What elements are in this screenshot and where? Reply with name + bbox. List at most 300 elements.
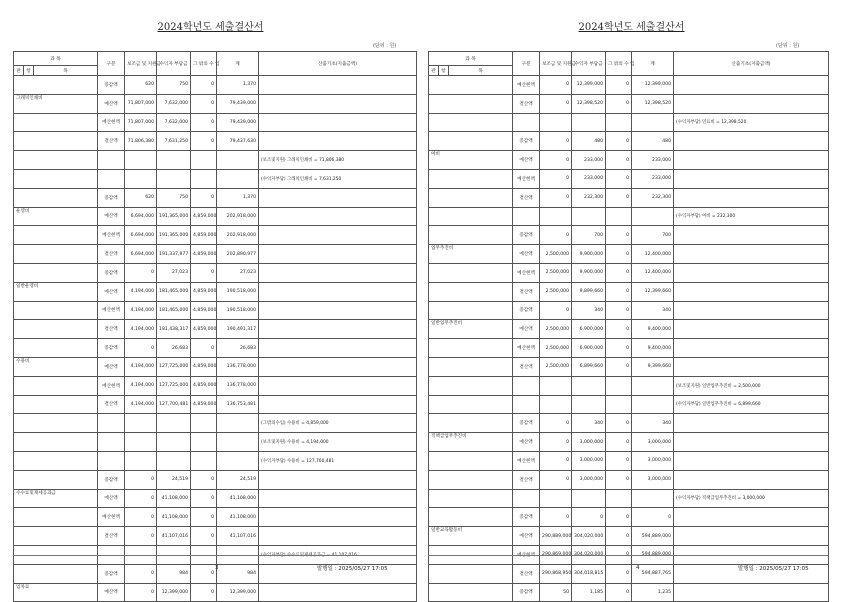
suik-amount: 41,108,000 (157, 508, 191, 527)
total-amount: 202,890,977 (217, 245, 259, 264)
other-amount: 0 (191, 94, 217, 113)
bojo-amount: 0 (125, 508, 157, 527)
basis-text (674, 76, 829, 95)
total-amount: 9,400,000 (632, 339, 674, 358)
bojo-amount: 4,194,000 (125, 282, 157, 301)
other-amount: 4,859,000 (191, 245, 217, 264)
bojo-amount: 0 (125, 583, 157, 602)
row-type: 증감액 (513, 508, 540, 527)
table-row (429, 76, 829, 95)
table-row (429, 395, 829, 414)
bojo-amount: 0 (540, 451, 572, 470)
row-type: 예산현액 (98, 508, 125, 527)
suik-amount: 0 (572, 508, 606, 527)
suik-amount: 191,337,977 (157, 245, 191, 264)
table-row (429, 226, 829, 245)
other-amount: 4,859,000 (191, 395, 217, 414)
bojo-amount: 0 (540, 508, 572, 527)
bojo-amount: 290,868,950 (540, 564, 572, 583)
table-row (429, 301, 829, 320)
suik-amount: 26,683 (157, 339, 191, 358)
account-name (429, 376, 513, 395)
suik-amount: 127,725,000 (157, 376, 191, 395)
table-row (14, 489, 417, 508)
basis-text (259, 226, 417, 245)
suik-amount: 750 (157, 188, 191, 207)
other-amount: 0 (606, 169, 632, 188)
suik-amount: 340 (572, 301, 606, 320)
suik-amount: 7,631,250 (157, 132, 191, 151)
bojo-amount: 0 (125, 489, 157, 508)
account-name (14, 263, 98, 282)
account-name (14, 113, 98, 132)
suik-amount: 181,438,317 (157, 320, 191, 339)
other-amount: 0 (606, 564, 632, 583)
bojo-amount: 71,807,000 (125, 94, 157, 113)
basis-text (259, 489, 417, 508)
other-amount: 0 (606, 414, 632, 433)
row-type: 예산액 (98, 489, 125, 508)
row-type: 예산현액 (98, 226, 125, 245)
suik-amount (572, 395, 606, 414)
other-amount: 0 (606, 339, 632, 358)
suik-amount: 41,107,016 (157, 527, 191, 546)
account-name (14, 451, 98, 470)
suik-amount: 3,000,000 (572, 451, 606, 470)
footer-divider (13, 555, 416, 556)
total-amount: 202,918,000 (217, 207, 259, 226)
total-amount: 480 (632, 132, 674, 151)
bojo-amount: 620 (125, 76, 157, 95)
row-type (98, 414, 125, 433)
total-amount: 9,399,660 (632, 357, 674, 376)
row-type: 예산현액 (98, 376, 125, 395)
basis-text (259, 76, 417, 95)
bojo-amount: 0 (540, 301, 572, 320)
table-body (429, 76, 829, 602)
total-amount: 594,887,765 (632, 564, 674, 583)
row-type: 증감액 (98, 76, 125, 95)
account-name (14, 414, 98, 433)
suik-amount (157, 451, 191, 470)
table-row (14, 395, 417, 414)
suik-amount: 24,519 (157, 470, 191, 489)
row-type: 예산액 (98, 207, 125, 226)
row-type: 증감액 (513, 583, 540, 602)
other-amount: 0 (191, 188, 217, 207)
suik-amount: 6,899,660 (572, 357, 606, 376)
table-row (14, 263, 417, 282)
suik-amount: 700 (572, 226, 606, 245)
basis-text (674, 263, 829, 282)
account-name: 직책급업무추진비 (429, 433, 513, 452)
account-name (14, 339, 98, 358)
total-amount: 233,000 (632, 169, 674, 188)
total-amount: 12,399,000 (632, 76, 674, 95)
bojo-amount: 0 (540, 470, 572, 489)
suik-amount (157, 169, 191, 188)
row-type: 예산현액 (513, 339, 540, 358)
bojo-amount: 0 (540, 414, 572, 433)
account-name: 그래픽인쇄비 (14, 94, 98, 113)
table-row (429, 263, 829, 282)
suik-amount (572, 113, 606, 132)
suik-amount (572, 207, 606, 226)
account-name (14, 151, 98, 170)
bojo-amount: 71,806,380 (125, 132, 157, 151)
account-name (429, 357, 513, 376)
bojo-amount: 2,500,000 (540, 282, 572, 301)
table-row (429, 207, 829, 226)
total-amount: 79,437,630 (217, 132, 259, 151)
header-total: 계 (632, 52, 674, 76)
bojo-amount: 2,500,000 (540, 357, 572, 376)
basis-text (259, 395, 417, 414)
row-type: 예산액 (98, 282, 125, 301)
basis-text (259, 470, 417, 489)
basis-text (674, 169, 829, 188)
header-hang: 항 (24, 66, 34, 76)
total-amount (632, 113, 674, 132)
account-name (14, 169, 98, 188)
table-row (14, 376, 417, 395)
account-name (429, 489, 513, 508)
account-name (14, 320, 98, 339)
other-amount (191, 433, 217, 452)
row-type: 결산액 (513, 94, 540, 113)
basis-text (674, 527, 829, 546)
bojo-amount: 0 (540, 94, 572, 113)
basis-text (674, 357, 829, 376)
total-amount: 136,753,481 (217, 395, 259, 414)
basis-text (674, 451, 829, 470)
total-amount: 24,519 (217, 470, 259, 489)
row-type: 증감액 (98, 188, 125, 207)
issued-date: 발행일 : 2025/05/27 17:05 (317, 566, 388, 572)
basis-text (259, 207, 417, 226)
other-amount: 4,859,000 (191, 207, 217, 226)
row-type: 증감액 (513, 226, 540, 245)
page-number: 4 (636, 565, 640, 571)
row-type (98, 433, 125, 452)
basis-text (259, 263, 417, 282)
other-amount (606, 207, 632, 226)
total-amount: 3,000,000 (632, 451, 674, 470)
table-row (429, 583, 829, 602)
account-name (14, 470, 98, 489)
total-amount: 41,108,000 (217, 508, 259, 527)
account-name (14, 433, 98, 452)
header-suik: 수익자 부담금 (157, 52, 191, 76)
bojo-amount: 0 (125, 263, 157, 282)
row-type (513, 489, 540, 508)
suik-amount: 233,000 (572, 169, 606, 188)
basis-text: (보조및지원) 일반업무추진비 = 2,500,000 (674, 376, 829, 395)
total-amount: 12,398,520 (632, 94, 674, 113)
other-amount: 0 (606, 245, 632, 264)
table-row (14, 508, 417, 527)
account-name (429, 395, 513, 414)
bojo-amount: 0 (125, 470, 157, 489)
suik-amount: 12,398,520 (572, 94, 606, 113)
bojo-amount (540, 376, 572, 395)
total-amount: 79,439,000 (217, 94, 259, 113)
table-row (429, 188, 829, 207)
account-name (429, 113, 513, 132)
basis-text (259, 583, 417, 602)
bojo-amount: 6,694,000 (125, 226, 157, 245)
bojo-amount: 6,694,000 (125, 245, 157, 264)
account-name: 임차료 (14, 583, 98, 602)
other-amount: 0 (606, 301, 632, 320)
bojo-amount (540, 207, 572, 226)
basis-text (674, 282, 829, 301)
account-name (429, 470, 513, 489)
other-amount: 0 (606, 282, 632, 301)
account-name: 업무추진비 (429, 245, 513, 264)
account-name (14, 395, 98, 414)
account-name (429, 94, 513, 113)
suik-amount: 750 (157, 76, 191, 95)
issued-date: 발행일 : 2025/05/27 17:05 (738, 566, 809, 572)
account-name (429, 339, 513, 358)
basis-text (259, 508, 417, 527)
header-gwamok: 과 목 (429, 52, 513, 66)
basis-text: (수익자부담) 직책급업무추진비 = 3,000,000 (674, 489, 829, 508)
other-amount: 0 (606, 188, 632, 207)
suik-amount (572, 489, 606, 508)
other-amount: 0 (606, 583, 632, 602)
table-row (14, 94, 417, 113)
other-amount: 0 (606, 76, 632, 95)
bojo-amount: 0 (540, 226, 572, 245)
basis-text (674, 433, 829, 452)
table-row (14, 188, 417, 207)
bojo-amount: 0 (125, 527, 157, 546)
other-amount (606, 395, 632, 414)
bojo-amount (540, 395, 572, 414)
total-amount: 9,400,000 (632, 320, 674, 339)
total-amount (632, 376, 674, 395)
basis-text (674, 320, 829, 339)
total-amount: 79,439,000 (217, 113, 259, 132)
basis-text (259, 527, 417, 546)
total-amount: 190,491,317 (217, 320, 259, 339)
budget-table (428, 51, 829, 602)
other-amount: 0 (191, 527, 217, 546)
other-amount: 0 (191, 132, 217, 151)
account-name (14, 226, 98, 245)
table-row (14, 207, 417, 226)
basis-text (259, 132, 417, 151)
row-type: 증감액 (513, 414, 540, 433)
unit-label: (단위 : 원) (776, 43, 800, 49)
other-amount: 0 (606, 470, 632, 489)
suik-amount: 6,900,000 (572, 339, 606, 358)
other-amount: 0 (606, 508, 632, 527)
suik-amount: 41,108,000 (157, 489, 191, 508)
other-amount: 0 (606, 151, 632, 170)
suik-amount: 232,300 (572, 188, 606, 207)
suik-amount (572, 376, 606, 395)
table-row (429, 282, 829, 301)
row-type: 예산액 (98, 583, 125, 602)
header-basis: 산출기초(지출금액) (259, 52, 417, 76)
row-type: 결산액 (513, 188, 540, 207)
total-amount: 340 (632, 414, 674, 433)
basis-text (674, 339, 829, 358)
table-row (14, 527, 417, 546)
bojo-amount: 0 (540, 151, 572, 170)
bojo-amount: 50 (540, 583, 572, 602)
header-hang: 항 (439, 66, 449, 76)
table-row (14, 132, 417, 151)
total-amount: 12,400,000 (632, 263, 674, 282)
other-amount: 4,859,000 (191, 357, 217, 376)
other-amount: 4,859,000 (191, 282, 217, 301)
bojo-amount: 2,500,000 (540, 320, 572, 339)
basis-text (259, 320, 417, 339)
basis-text (674, 301, 829, 320)
basis-text (674, 188, 829, 207)
table-row (14, 339, 417, 358)
table-row (14, 301, 417, 320)
other-amount: 0 (191, 489, 217, 508)
suik-amount: 27,023 (157, 263, 191, 282)
row-type: 결산액 (98, 320, 125, 339)
other-amount (606, 489, 632, 508)
row-type: 결산액 (98, 245, 125, 264)
header-gubun: 구분 (98, 52, 125, 76)
row-type: 증감액 (98, 564, 125, 583)
other-amount (191, 451, 217, 470)
table-row (429, 94, 829, 113)
row-type (98, 451, 125, 470)
basis-text (259, 113, 417, 132)
basis-text: (수익자부담) 그래픽인쇄비 = 7,631,250 (259, 169, 417, 188)
row-type: 예산현액 (513, 451, 540, 470)
header-bojo: 보조금 및 지원금 (125, 52, 157, 76)
account-name (14, 132, 98, 151)
suik-amount: 9,900,000 (572, 245, 606, 264)
table-row (14, 451, 417, 470)
row-type: 증감액 (98, 339, 125, 358)
row-type: 예산액 (513, 151, 540, 170)
bojo-amount: 0 (540, 76, 572, 95)
table-row (14, 357, 417, 376)
other-amount: 0 (606, 94, 632, 113)
total-amount (217, 451, 259, 470)
row-type: 증감액 (98, 263, 125, 282)
suik-amount: 984 (157, 564, 191, 583)
row-type: 증감액 (98, 470, 125, 489)
total-amount (632, 395, 674, 414)
basis-text (674, 94, 829, 113)
bojo-amount: 4,194,000 (125, 395, 157, 414)
basis-text: (수익자부담) 여비 = 232,300 (674, 207, 829, 226)
header-bojo: 보조금 및 지원금 (540, 52, 572, 76)
suik-amount: 304,018,815 (572, 564, 606, 583)
row-type: 결산액 (98, 527, 125, 546)
account-name (429, 169, 513, 188)
other-amount: 0 (191, 263, 217, 282)
bojo-amount: 0 (540, 188, 572, 207)
row-type (513, 376, 540, 395)
total-amount: 12,399,660 (632, 282, 674, 301)
table-row (429, 320, 829, 339)
suik-amount: 181,465,000 (157, 301, 191, 320)
account-name (429, 301, 513, 320)
account-name: 여비 (429, 151, 513, 170)
table-body (14, 76, 417, 602)
total-amount: 0 (632, 508, 674, 527)
header-mok: 목 (34, 66, 98, 76)
page-3 (0, 0, 421, 595)
account-name (14, 188, 98, 207)
row-type (513, 207, 540, 226)
header-gubun: 구분 (513, 52, 540, 76)
row-type: 증감액 (513, 132, 540, 151)
table-row (14, 414, 417, 433)
other-amount (191, 151, 217, 170)
bojo-amount: 0 (125, 564, 157, 583)
total-amount: 41,107,016 (217, 527, 259, 546)
table-row (429, 414, 829, 433)
table-row (14, 245, 417, 264)
table-row (429, 433, 829, 452)
other-amount: 0 (191, 113, 217, 132)
other-amount: 4,859,000 (191, 301, 217, 320)
account-name: 수수료및제세공과금 (14, 489, 98, 508)
basis-text (674, 470, 829, 489)
account-name (429, 207, 513, 226)
table-row (429, 339, 829, 358)
budget-table (13, 51, 417, 602)
bojo-amount: 4,194,000 (125, 357, 157, 376)
table-row (429, 508, 829, 527)
total-amount: 202,918,000 (217, 226, 259, 245)
unit-label: (단위 : 원) (373, 43, 397, 49)
row-type: 예산액 (98, 357, 125, 376)
account-name (429, 263, 513, 282)
bojo-amount: 4,194,000 (125, 301, 157, 320)
other-amount: 0 (606, 263, 632, 282)
bojo-amount: 4,194,000 (125, 376, 157, 395)
total-amount (632, 207, 674, 226)
bojo-amount: 4,194,000 (125, 320, 157, 339)
total-amount: 984 (217, 564, 259, 583)
row-type: 예산현액 (98, 113, 125, 132)
basis-text (259, 245, 417, 264)
table-row (429, 132, 829, 151)
bojo-amount: 0 (540, 169, 572, 188)
header-mok: 목 (449, 66, 513, 76)
suik-amount (157, 151, 191, 170)
suik-amount: 12,399,000 (157, 583, 191, 602)
row-type: 결산액 (513, 470, 540, 489)
page-title: 2024학년도 세출결산서 (578, 22, 685, 33)
bojo-amount (540, 113, 572, 132)
table-row (14, 470, 417, 489)
total-amount: 190,518,000 (217, 301, 259, 320)
account-name (429, 414, 513, 433)
header-other: 그 밖의 수 입 (191, 52, 217, 76)
account-name (14, 76, 98, 95)
suik-amount: 340 (572, 414, 606, 433)
bojo-amount: 290,889,000 (540, 527, 572, 546)
row-type (98, 169, 125, 188)
suik-amount: 191,365,000 (157, 226, 191, 245)
